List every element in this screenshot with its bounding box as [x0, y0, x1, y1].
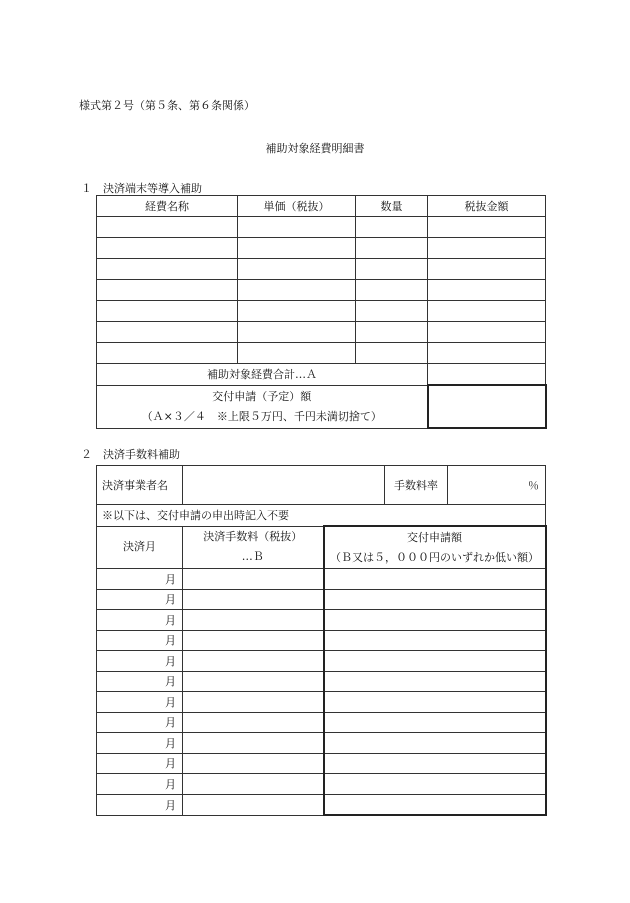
unit-price-cell[interactable] [238, 259, 356, 280]
application-label-line2: （Ａ×３／４ ※上限５万円、千円未満切捨て） [141, 409, 382, 423]
grant-amount-cell[interactable] [324, 692, 546, 713]
expense-name-cell[interactable] [97, 322, 238, 343]
fee-amount-cell[interactable] [183, 692, 324, 713]
grant-amount-cell[interactable] [324, 671, 546, 692]
quantity-cell[interactable] [356, 238, 428, 259]
month-label[interactable]: 月 [97, 589, 183, 610]
operator-row [97, 466, 546, 505]
expense-row [97, 280, 546, 301]
percent-sign: ％ [528, 479, 539, 492]
fee-table [96, 465, 547, 816]
month-label[interactable]: 月 [97, 569, 183, 590]
section2-title: 決済手数料補助 [103, 448, 180, 461]
fee-amount-cell[interactable] [183, 610, 324, 631]
grant-amount-cell[interactable] [324, 733, 546, 754]
grant-amount-cell[interactable] [324, 774, 546, 795]
month-label[interactable]: 月 [97, 794, 183, 815]
month-row [97, 589, 546, 610]
amount-cell[interactable] [428, 280, 546, 301]
expense-row [97, 343, 546, 364]
expense-header-row [97, 196, 546, 217]
total-amount-cell[interactable] [428, 364, 546, 386]
fee-amount-cell[interactable] [183, 794, 324, 815]
month-row [97, 610, 546, 631]
section1-heading [81, 180, 202, 196]
expense-row [97, 259, 546, 280]
quantity-cell[interactable] [356, 217, 428, 238]
unit-price-cell[interactable] [238, 280, 356, 301]
section1-number: １ [81, 182, 92, 195]
header-month: 決済月 [97, 526, 183, 569]
grant-amount-cell[interactable] [324, 589, 546, 610]
amount-cell[interactable] [428, 217, 546, 238]
form-number: 様式第２号（第５条、第６条関係） [79, 99, 255, 112]
header-amount: 税抜金額 [428, 196, 546, 217]
header-grant [324, 526, 546, 569]
month-row [97, 692, 546, 713]
fee-rate-label: 手数料率 [385, 466, 448, 505]
section1-title: 決済端末等導入補助 [103, 182, 202, 195]
amount-cell[interactable] [428, 301, 546, 322]
grant-amount-cell[interactable] [324, 651, 546, 672]
application-label-line1: 交付申請（予定）額 [212, 389, 312, 403]
amount-cell[interactable] [428, 259, 546, 280]
expense-name-cell[interactable] [97, 238, 238, 259]
note-text: ※以下は、交付申請の申出時記入不要 [97, 505, 546, 527]
fee-amount-cell[interactable] [183, 712, 324, 733]
month-row [97, 630, 546, 651]
header-unit-price: 単価（税抜） [238, 196, 356, 217]
month-row [97, 753, 546, 774]
unit-price-cell[interactable] [238, 343, 356, 364]
header-fee-line1: 決済手数料（税抜） [203, 530, 303, 544]
unit-price-cell[interactable] [238, 322, 356, 343]
expense-name-cell[interactable] [97, 343, 238, 364]
fee-rate-cell[interactable] [448, 466, 546, 505]
amount-cell[interactable] [428, 238, 546, 259]
month-row [97, 733, 546, 754]
month-label[interactable]: 月 [97, 733, 183, 754]
month-row [97, 671, 546, 692]
fee-amount-cell[interactable] [183, 671, 324, 692]
quantity-cell[interactable] [356, 343, 428, 364]
fee-amount-cell[interactable] [183, 569, 324, 590]
quantity-cell[interactable] [356, 259, 428, 280]
expense-row [97, 301, 546, 322]
grant-amount-cell[interactable] [324, 794, 546, 815]
expense-name-cell[interactable] [97, 301, 238, 322]
header-fee-line2: …Ｂ [241, 550, 264, 564]
expense-name-cell[interactable] [97, 217, 238, 238]
month-label[interactable]: 月 [97, 671, 183, 692]
expense-table [96, 195, 547, 429]
expense-name-cell[interactable] [97, 280, 238, 301]
fee-amount-cell[interactable] [183, 753, 324, 774]
fee-amount-cell[interactable] [183, 733, 324, 754]
fee-header-row [97, 526, 546, 569]
application-amount-label [97, 385, 428, 428]
unit-price-cell[interactable] [238, 301, 356, 322]
quantity-cell[interactable] [356, 301, 428, 322]
note-row [97, 505, 546, 527]
month-row [97, 774, 546, 795]
total-row [97, 364, 546, 386]
expense-name-cell[interactable] [97, 259, 238, 280]
unit-price-cell[interactable] [238, 238, 356, 259]
header-expense-name: 経費名称 [97, 196, 238, 217]
grant-amount-cell[interactable] [324, 712, 546, 733]
month-label[interactable]: 月 [97, 712, 183, 733]
application-amount-cell[interactable] [428, 385, 546, 428]
document-title: 補助対象経費明細書 [265, 142, 365, 155]
month-row [97, 651, 546, 672]
month-row [97, 712, 546, 733]
fee-amount-cell[interactable] [183, 651, 324, 672]
amount-cell[interactable] [428, 322, 546, 343]
header-fee [183, 526, 324, 569]
header-grant-line2: （Ｂ又は５，０００円のいずれか低い額） [330, 550, 539, 564]
operator-name-cell[interactable] [183, 466, 385, 505]
expense-row [97, 322, 546, 343]
month-row [97, 794, 546, 815]
application-amount-row [97, 385, 546, 428]
section2-heading [81, 446, 180, 462]
grant-amount-cell[interactable] [324, 569, 546, 590]
unit-price-cell[interactable] [238, 217, 356, 238]
header-quantity: 数量 [356, 196, 428, 217]
month-label[interactable]: 月 [97, 774, 183, 795]
header-grant-line1: 交付申請額 [407, 530, 462, 544]
month-label[interactable]: 月 [97, 753, 183, 774]
month-row [97, 569, 546, 590]
fee-amount-cell[interactable] [183, 630, 324, 651]
month-label[interactable]: 月 [97, 651, 183, 672]
expense-row [97, 217, 546, 238]
operator-label: 決済事業者名 [97, 466, 183, 505]
grant-amount-cell[interactable] [324, 630, 546, 651]
quantity-cell[interactable] [356, 322, 428, 343]
quantity-cell[interactable] [356, 280, 428, 301]
section2-number: ２ [81, 448, 92, 461]
amount-cell[interactable] [428, 343, 546, 364]
month-label[interactable]: 月 [97, 692, 183, 713]
month-label[interactable]: 月 [97, 630, 183, 651]
fee-amount-cell[interactable] [183, 774, 324, 795]
fee-amount-cell[interactable] [183, 589, 324, 610]
expense-row [97, 238, 546, 259]
grant-amount-cell[interactable] [324, 753, 546, 774]
grant-amount-cell[interactable] [324, 610, 546, 631]
month-label[interactable]: 月 [97, 610, 183, 631]
total-label: 補助対象経費合計…Ａ [97, 364, 428, 386]
